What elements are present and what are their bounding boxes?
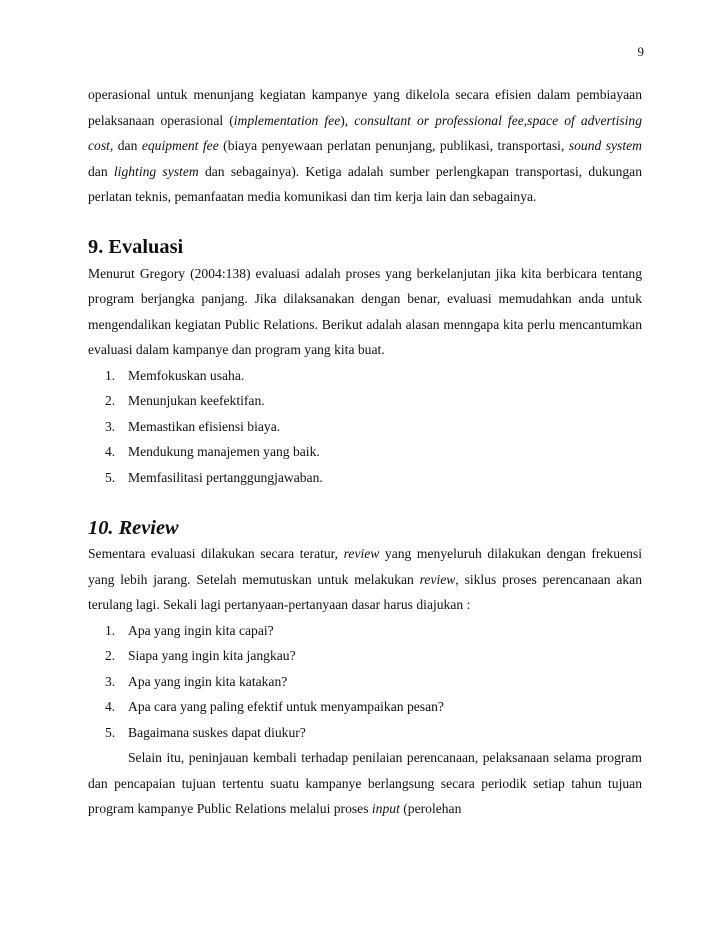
list-item-text: Memfokuskan usaha. <box>128 367 245 383</box>
text-run: dan sebagainya). Ketiga adalah sumber perlengkapan transportasi, dukungan perlatan teknis, pemanfaatan media komunikasi dan tim kerja lain dan sebagainya. <box>88 163 643 204</box>
italic-term: sound system <box>568 138 642 153</box>
text-run: Selain itu, peninjauan kembali terhadap penilaian perencanaan, pelaksanaan selama program dan pencapaian tujuan tertentu suatu kampanye berlangsung secara periodik setiap tahun tujuan program kampanye Public Relations melalui proses <box>88 750 642 816</box>
list-item-number: 5. <box>105 724 116 740</box>
italic-term: review <box>419 571 456 587</box>
spacer <box>88 210 642 236</box>
list-item-number: 2. <box>105 648 116 663</box>
list-item-number: 4. <box>105 444 116 459</box>
list-item-text: Apa yang ingin kita capai? <box>128 622 274 638</box>
text-run: (perolehan <box>399 801 462 816</box>
list-item-number: 5. <box>105 469 116 485</box>
list-item-text: Apa yang ingin kita katakan? <box>128 673 288 689</box>
list-item <box>105 439 642 465</box>
text-run: ), <box>340 112 355 128</box>
list-item-number: 1. <box>105 367 116 383</box>
list-item <box>105 363 642 389</box>
list-item <box>105 720 642 746</box>
list-item <box>105 643 642 669</box>
italic-term: lighting system <box>113 163 199 179</box>
section-10-heading: 10. Review <box>88 516 179 539</box>
italic-term: input <box>371 801 400 816</box>
text-run: Sementara evaluasi dilakukan secara teratur, <box>88 546 344 561</box>
review-questions-list <box>88 618 642 746</box>
page-number: 9 <box>637 44 644 59</box>
list-item <box>105 618 642 644</box>
list-item-number: 2. <box>105 393 116 408</box>
list-item <box>105 694 642 720</box>
list-item-text: Memfasilitasi pertanggungjawaban. <box>128 469 323 485</box>
list-item <box>105 388 642 414</box>
spacer <box>88 490 642 516</box>
list-item-text: Bagaimana suskes dapat diukur? <box>128 724 306 740</box>
section-9-body: Menurut Gregory (2004:138) evaluasi adalah proses yang berkelanjutan jika kita berbicara tentang program berjangka panjang. Jika dilaksanakan dengan benar, evaluasi memudahkan anda untuk mengendalikan kegiatan Public Relations. Berikut adalah alasan menngapa kita perlu mencantumkan evaluasi dalam kampanye dan program yang kita buat. <box>88 265 642 357</box>
italic-term: implementation fee <box>233 112 341 128</box>
text-run: (biaya penyewaan perlatan penunjang, publikasi, transportasi, <box>218 138 569 153</box>
list-item-text: Siapa yang ingin kita jangkau? <box>128 648 296 663</box>
list-item <box>105 414 642 440</box>
list-item-text: Memastikan efisiensi biaya. <box>128 418 281 434</box>
section-10-body <box>88 541 642 618</box>
list-item-text: Mendukung manajemen yang baik. <box>128 444 320 459</box>
closing-paragraph <box>88 745 642 822</box>
list-item-text: Menunjukan keefektifan. <box>128 393 265 408</box>
italic-term: equipment fee <box>141 138 219 153</box>
italic-term: consultant or professional fee,space of advertising cost, <box>88 112 643 153</box>
section-9-heading: 9. Evaluasi <box>88 236 184 258</box>
text-run: yang menyeluruh dilakukan dengan frekuensi yang lebih jarang. Setelah memutuskan untuk melakukan <box>88 546 642 587</box>
text-run: dan <box>113 138 142 153</box>
list-item-number: 4. <box>105 699 116 714</box>
list-item-number: 3. <box>105 418 116 434</box>
list-item-text: Apa cara yang paling efektif untuk menyampaikan pesan? <box>128 699 444 714</box>
list-item <box>105 465 642 491</box>
page-content <box>88 82 642 822</box>
evaluation-reasons-list <box>88 363 642 491</box>
list-item <box>105 669 642 695</box>
text-run: operasional untuk menunjang kegiatan kampanye yang dikelola secara efisien dalam pembiayaan pelaksanaan operasional ( <box>88 87 642 128</box>
list-item-number: 1. <box>105 622 116 638</box>
text-run: , siklus proses perencanaan akan terulang lagi. Sekali lagi pertanyaan-pertanyaan dasar harus diajukan : <box>88 571 643 612</box>
text-run: dan <box>88 163 114 179</box>
intro-paragraph <box>88 82 642 210</box>
italic-term: review <box>343 546 380 561</box>
list-item-number: 3. <box>105 673 116 689</box>
